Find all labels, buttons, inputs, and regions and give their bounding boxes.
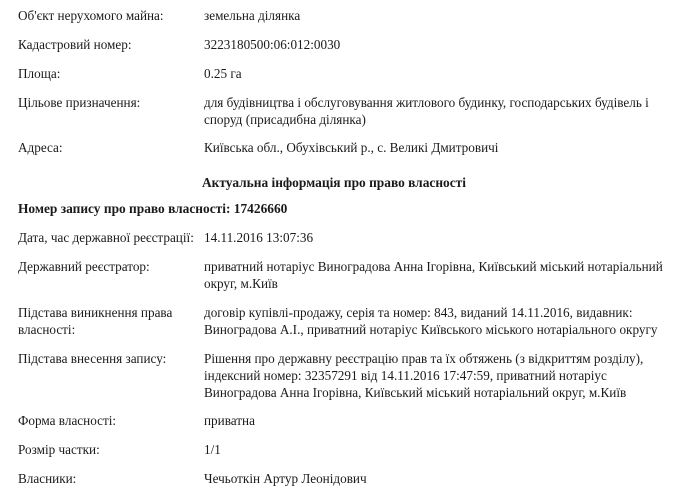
ownership-summary-table <box>18 413 680 500</box>
field-value: Чечьоткін Артур Леонідович <box>204 471 367 487</box>
field-value: 3223180500:06:012:0030 <box>204 36 341 52</box>
field-label: Об'єкт нерухомого майна: <box>18 8 164 23</box>
table-row <box>18 230 680 259</box>
field-value: договір купівлі-продажу, серія та номер: 843, виданий 14.11.2016, видавник: Виноградова А.І., приватний нотаріус Київського міського нотаріального округу <box>204 305 658 337</box>
field-value: 1/1 <box>204 442 221 458</box>
field-label: Адреса: <box>18 140 63 156</box>
record-number: 17426660 <box>233 201 288 217</box>
field-label: Державний реєстратор: <box>18 259 150 275</box>
table-row <box>18 351 680 414</box>
field-label: Розмір частки: <box>18 442 100 458</box>
table-row <box>18 8 680 37</box>
field-label: Площа: <box>18 65 61 81</box>
field-value: Рішення про державну реєстрацію прав та їх обтяжень (з відкриттям розділу), індексний номер: 32357291 від 14.11.2016 17:47:59, приватний нотаріус Виноградова Анна Ігорівна, Київський міський нотаріальний округ, м.Київ <box>204 350 644 400</box>
table-row <box>18 95 680 141</box>
field-label: Цільове призначення: <box>18 94 141 110</box>
table-row <box>18 305 680 351</box>
table-row <box>18 471 680 500</box>
table-row <box>18 140 680 169</box>
table-row <box>18 37 680 66</box>
section-title: Актуальна інформація про право власності <box>202 175 466 191</box>
field-label: Форма власності: <box>18 413 117 429</box>
field-value: 0.25 га <box>204 65 242 81</box>
field-value: приватна <box>204 413 255 429</box>
record-label: Номер запису про право власності: <box>18 201 231 217</box>
table-row <box>18 442 680 471</box>
field-label: Дата, час державної реєстрації: <box>18 230 194 246</box>
field-value: для будівництва і обслуговування житлового будинку, господарських будівель і споруд (присадибна ділянка) <box>204 94 649 127</box>
field-value: земельна ділянка <box>204 8 301 23</box>
field-label: Підстава внесення запису: <box>18 350 167 366</box>
field-value: 14.11.2016 13:07:36 <box>204 230 314 246</box>
property-info-table <box>18 8 680 169</box>
field-label: Кадастровий номер: <box>18 36 132 52</box>
ownership-info-table <box>18 230 680 413</box>
ownership-record-number <box>18 201 680 217</box>
table-row <box>18 259 680 305</box>
field-value: Київська обл., Обухівський р., с. Великі Дмитровичі <box>204 140 499 156</box>
table-row <box>18 413 680 442</box>
table-row <box>18 66 680 95</box>
field-label: Підстава виникнення права власності: <box>18 305 173 337</box>
field-value: приватний нотаріус Виноградова Анна Ігорівна, Київський міський нотаріальний округ, м.Київ <box>204 259 663 292</box>
field-label: Власники: <box>18 471 77 487</box>
